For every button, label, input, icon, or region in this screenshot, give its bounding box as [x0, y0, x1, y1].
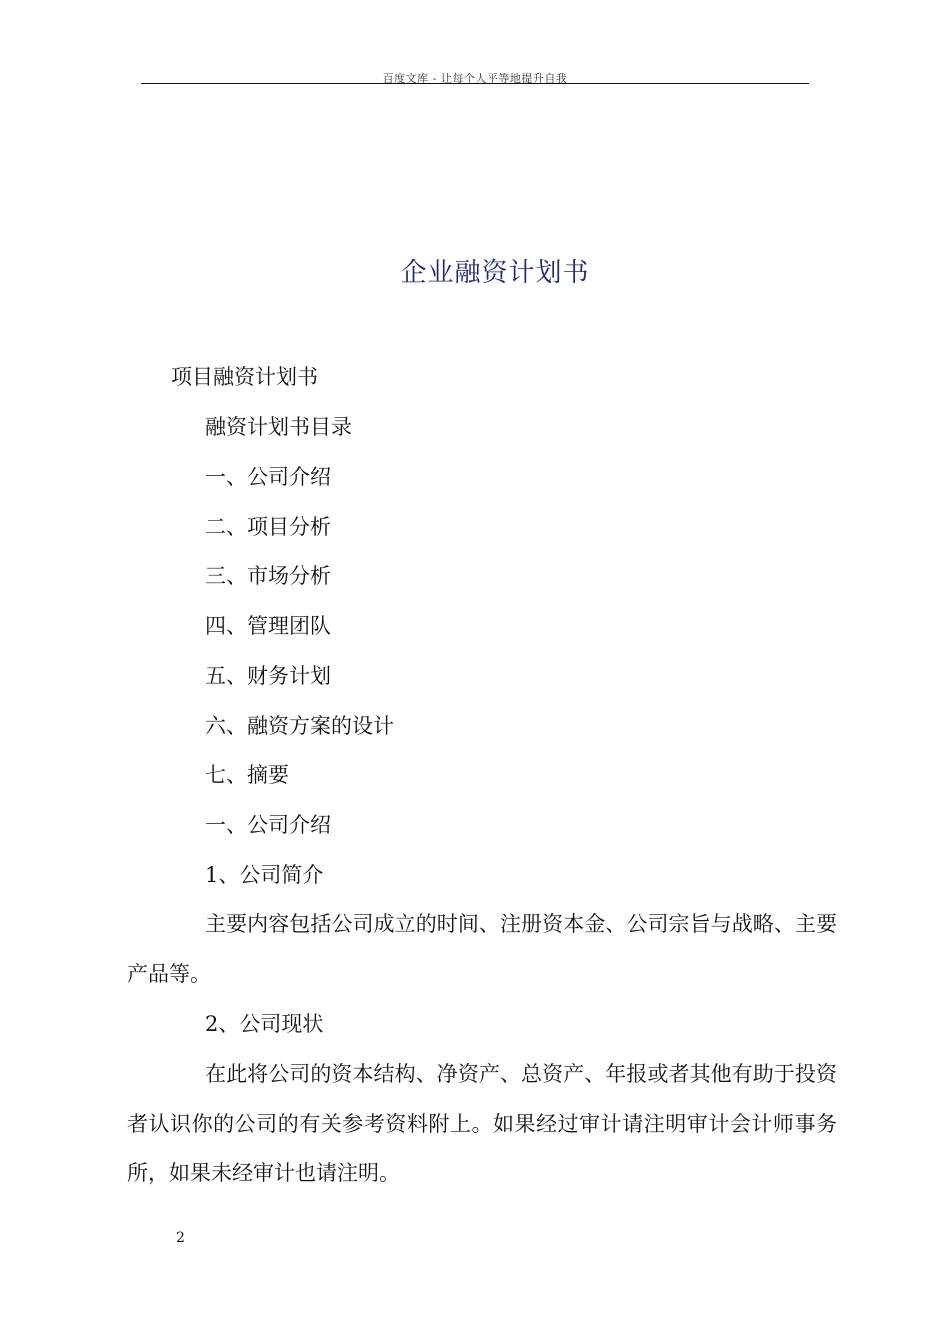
- document-subtitle: 项目融资计划书: [171, 365, 318, 389]
- page-number: 2: [176, 1230, 185, 1246]
- header-rule: [141, 83, 809, 84]
- toc-item: 三、市场分析: [205, 564, 331, 588]
- toc-item: 四、管理团队: [205, 614, 331, 638]
- subsection-heading: 1、公司简介: [205, 863, 324, 887]
- document-title: 企业融资计划书: [400, 258, 590, 288]
- toc-heading: 融资计划书目录: [205, 415, 352, 439]
- toc-item: 六、融资方案的设计: [205, 714, 394, 738]
- section-heading: 一、公司介绍: [205, 813, 331, 837]
- page-header-text: 百度文库 - 让每个人平等地提升自我: [382, 72, 568, 85]
- toc-item: 二、项目分析: [205, 515, 331, 539]
- body-paragraph: 在此将公司的资本结构、净资产、总资产、年报或者其他有助于投资者认识你的公司的有关参考资料附上。如果经过审计请注明审计会计师事务所，如果未经审计也请注明。: [127, 1062, 837, 1185]
- toc-item: 一、公司介绍: [205, 465, 331, 489]
- subsection-heading: 2、公司现状: [205, 1012, 324, 1036]
- body-paragraph: 主要内容包括公司成立的时间、注册资本金、公司宗旨与战略、主要产品等。: [127, 912, 837, 986]
- toc-item: 五、财务计划: [205, 664, 331, 688]
- toc-item: 七、摘要: [205, 763, 289, 787]
